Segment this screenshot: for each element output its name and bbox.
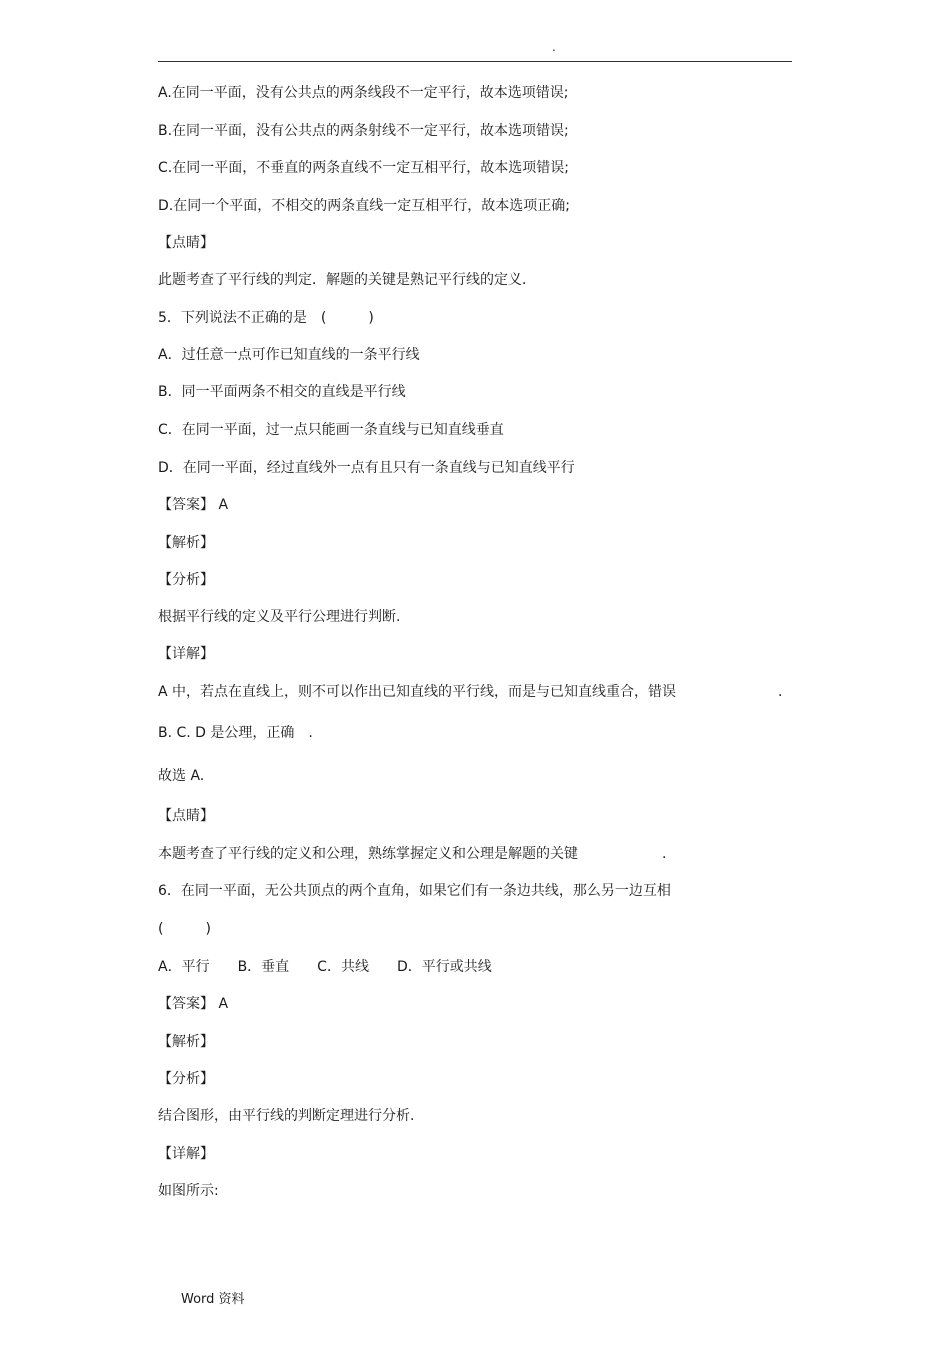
answer-option-d-explanation: D.在同一个平面，不相交的两条直线一定互相平行，故本选项正确; (158, 198, 570, 214)
xiangjie-line-1: A 中，若点在直线上，则不可以作出已知直线的平行线，而是与已知直线重合，错误 (158, 684, 677, 700)
question-5-option-d: D．在同一平面，经过直线外一点有且只有一条直线与已知直线平行 (158, 460, 575, 476)
question-5-option-b: B．同一平面两条不相交的直线是平行线 (158, 384, 406, 400)
answer-option-b-explanation: B.在同一平面，没有公共点的两条射线不一定平行，故本选项错误; (158, 123, 569, 139)
section-heading-jiexi-2: 【解析】 (158, 1034, 214, 1050)
answer-option-a-explanation: A.在同一平面，没有公共点的两条线段不一定平行，故本选项错误; (158, 85, 569, 101)
conclusion-line: 故选 A. (158, 768, 205, 784)
section-heading-fenxi-2: 【分析】 (158, 1071, 214, 1087)
section-heading-fenxi: 【分析】 (158, 572, 214, 588)
dianjing-text: 此题考查了平行线的判定．解题的关键是熟记平行线的定义． (158, 272, 536, 288)
question-5-stem: 5．下列说法不正确的是 ( ) (158, 310, 374, 326)
xiangjie-line-1-period: . (778, 684, 783, 700)
section-heading-xiangjie: 【详解】 (158, 646, 214, 662)
fenxi-text-2: 结合图形，由平行线的判断定理进行分析. (158, 1108, 415, 1124)
header-mark: . (552, 40, 556, 54)
question-5-option-a: A．过任意一点可作已知直线的一条平行线 (158, 347, 420, 363)
question-6-options: A．平行 B．垂直 C．共线 D．平行或共线 (158, 959, 492, 975)
footer-label: Word 资料 (181, 1292, 245, 1307)
section-heading-jiexi: 【解析】 (158, 535, 214, 551)
question-6-answer: 【答案】 A (158, 996, 229, 1012)
dianjing-text-2-period: . (662, 846, 667, 862)
section-heading-dianjing: 【点睛】 (158, 235, 214, 251)
question-6-stem: 6．在同一平面，无公共顶点的两个直角，如果它们有一条边共线，那么另一边互相 (158, 883, 671, 899)
header-rule (158, 61, 792, 62)
answer-option-c-explanation: C.在同一平面，不垂直的两条直线不一定互相平行，故本选项错误; (158, 160, 569, 176)
figure-intro: 如图所示: (158, 1183, 219, 1199)
fenxi-text: 根据平行线的定义及平行公理进行判断. (158, 609, 401, 625)
xiangjie-line-2: B. C. D 是公理，正确 . (158, 725, 313, 741)
question-5-option-c: C．在同一平面，过一点只能画一条直线与已知直线垂直 (158, 422, 504, 438)
section-heading-xiangjie-2: 【详解】 (158, 1146, 214, 1162)
section-heading-dianjing-2: 【点睛】 (158, 808, 214, 824)
question-6-bracket: ( ) (158, 921, 211, 937)
dianjing-text-2: 本题考查了平行线的定义和公理，熟练掌握定义和公理是解题的关键 (158, 846, 578, 862)
question-5-answer: 【答案】 A (158, 497, 229, 513)
